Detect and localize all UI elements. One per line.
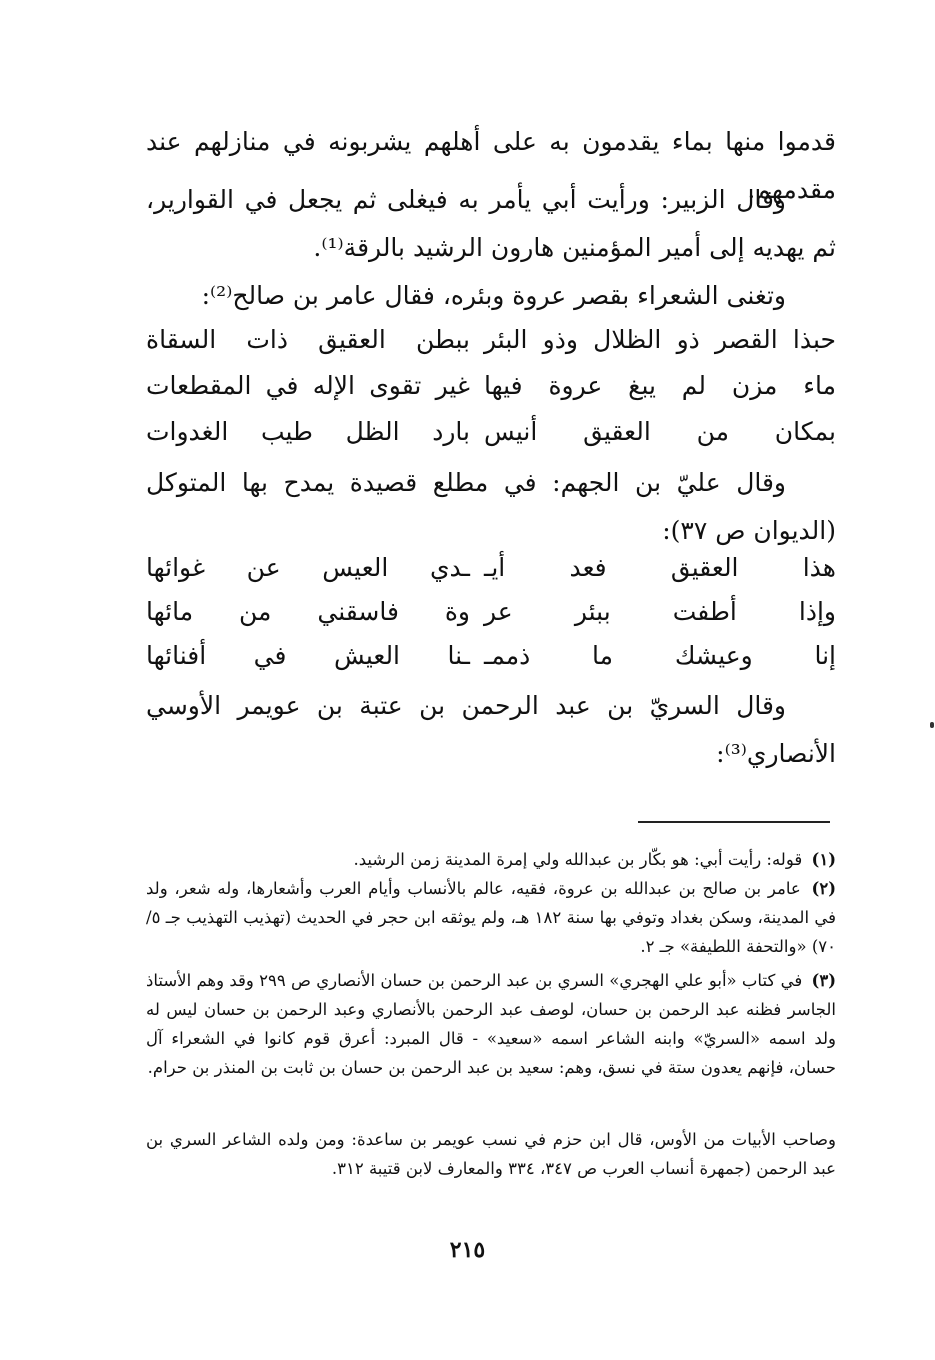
paragraph-4: وقال عليّ بن الجهم: في مطلع قصيدة يمدح بها المتوكل (الديوان ص ٣٧): <box>146 468 836 545</box>
hemistich-second: غير تقوى الإله في المقطعات <box>146 371 470 400</box>
footnote-2 <box>146 874 836 961</box>
poem1-verse-2 <box>146 363 836 409</box>
hemistich-second: ـدي العيس عن غوائها <box>146 553 470 582</box>
poem2-verse-1 <box>146 545 836 591</box>
hemistich-first: ماء مزن لم يبغ عروة فيها <box>484 371 836 400</box>
hemistich-first: بمكان من العقيق أنيس <box>484 417 836 446</box>
footnote-1 <box>146 845 836 874</box>
footnote-3 <box>146 966 836 1082</box>
poem1-verse-1 <box>146 317 836 363</box>
poem2-verse-2 <box>146 589 836 635</box>
scan-speck <box>930 722 934 728</box>
hemistich-first: إنا وعيشك ما ذممـ <box>484 641 836 670</box>
paragraph-5: وقال السريّ بن عبد الرحمن بن عتبة بن عويمر الأوسي الأنصاري⁽³⁾: <box>146 691 836 768</box>
footnote-text: قوله: رأيت أبي: هو بكّار بن عبدالله ولي إمرة المدينة زمن الرشيد. <box>353 850 803 869</box>
hemistich-first: حبذا القصر ذو الظلال وذو البئر <box>484 325 836 354</box>
footnote-text: في كتاب «أبو علي الهجري» السري بن عبد الرحمن بن حسان الأنصاري ص ٢٩٩ وقد وهم الأستاذ الجاسر فظنه عبد الرحمن بن حسان، لوصف عبد الرحمن بالأنصاري وعبد الرحمن بن حسان ليس له ولد اسمه «السريّ» وابنه الشاعر اسمه «سعيد» - قال المبرد: أعرق قوم كانوا في الشعراء آل حسان، فإنهم يعدون ستة في نسق، وهم: سعيد بن عبد الرحمن بن حسان بن ثابت بن المنذر بن حرام. <box>146 971 836 1077</box>
paragraph-2: وقال الزبير: ورأيت أبي يأمر به فيغلى ثم يجعل في القوارير، ثم يهديه إلى أمير المؤمنين هارون الرشيد بالرقة⁽¹⁾. <box>146 185 836 262</box>
poem2-verse-3 <box>146 633 836 679</box>
hemistich-first: هذا العقيق فعد أيـ <box>484 553 836 582</box>
footnote-3-continuation: وصاحب الأبيات من الأوس، قال ابن حزم في نسب عويمر بن ساعدة: ومن ولده الشاعر السري بن عبد الرحمن (جمهرة أنساب العرب ص ٣٤٧، ٣٣٤ والمعارف لابن قتيبة ٣١٢. <box>146 1130 836 1178</box>
footnote-number: (٢) <box>811 879 836 898</box>
hemistich-second: ببطن العقيق ذات السقاة <box>146 325 470 354</box>
footnote-number: (١) <box>811 850 836 869</box>
footnote-separator <box>638 821 830 823</box>
hemistich-second: وة فاسقني من مائها <box>146 597 470 626</box>
footnote-number: (٣) <box>811 971 836 990</box>
footnote-text: عامر بن صالح بن عبدالله بن عروة، فقيه، عالم بالأنساب وأيام العرب وأشعارها، وله شعر، ولد في المدينة، وسكن بغداد وتوفي بها سنة ١٨٢ هـ، ولم يوثقه ابن حجر في الحديث (تهذيب التهذيب جـ ٥/ ٧٠) «والتحفة اللطيفة» جـ ٢. <box>146 879 836 956</box>
page-number: ٢١٥ <box>449 1237 486 1263</box>
poem1-verse-3 <box>146 409 836 455</box>
paragraph-3: وتغنى الشعراء بقصر عروة وبئره، فقال عامر بن صالح⁽²⁾: <box>201 281 786 310</box>
hemistich-first: وإذا أطفت ببئر عر <box>484 597 836 626</box>
paragraph-1: قدموا منها بماء يقدمون به على أهلهم يشربونه في منازلهم عند مقدمهم. <box>146 127 836 204</box>
hemistich-second: بارد الظل طيب الغدوات <box>146 417 470 446</box>
hemistich-second: ـنا العيش في أفنائها <box>146 641 470 670</box>
